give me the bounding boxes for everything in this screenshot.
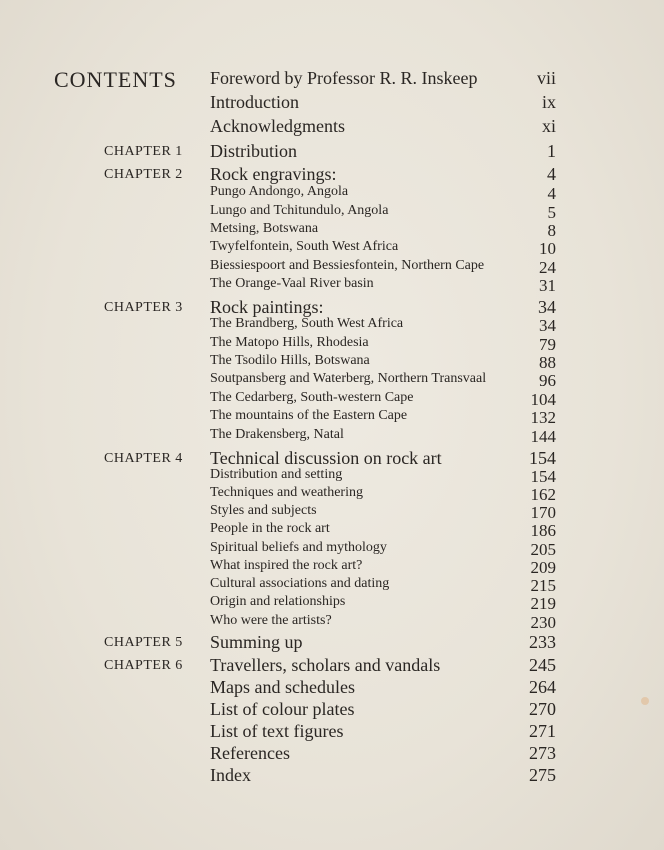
entry-title: The Orange-Vaal River basin bbox=[210, 276, 374, 291]
page-number: 96 bbox=[539, 371, 556, 390]
entry-title: Foreword by Professor R. R. Inskeep bbox=[210, 68, 478, 88]
page-number: 275 bbox=[529, 765, 556, 785]
page-number: 10 bbox=[539, 239, 556, 258]
page-number: 219 bbox=[530, 594, 556, 613]
entry-title: Index bbox=[210, 765, 251, 785]
chapter-label: CHAPTER 5 bbox=[104, 635, 183, 650]
entry-title: Summing up bbox=[210, 632, 303, 652]
chapter-label: CHAPTER 1 bbox=[104, 144, 183, 159]
page-number: 154 bbox=[529, 448, 556, 468]
entry-title: Cultural associations and dating bbox=[210, 576, 390, 591]
chapter-label: CHAPTER 3 bbox=[104, 300, 183, 315]
page-number: 209 bbox=[530, 558, 556, 577]
entry-title: Metsing, Botswana bbox=[210, 221, 319, 236]
page-number: 132 bbox=[530, 408, 556, 427]
entry-title: Technical discussion on rock art bbox=[210, 448, 442, 468]
entry-title: Distribution bbox=[210, 141, 298, 161]
page-number: 104 bbox=[530, 390, 556, 409]
page-number: 144 bbox=[530, 427, 556, 446]
page-number: 154 bbox=[530, 467, 556, 486]
entry-title: Spiritual beliefs and mythology bbox=[210, 540, 387, 555]
entry-title: Maps and schedules bbox=[210, 677, 355, 697]
page-number: 88 bbox=[539, 353, 556, 372]
page-number: 31 bbox=[539, 276, 556, 295]
entry-title: Techniques and weathering bbox=[210, 485, 363, 500]
entry-title: List of colour plates bbox=[210, 699, 355, 719]
page-number: 273 bbox=[529, 743, 556, 763]
entry-title: The Matopo Hills, Rhodesia bbox=[210, 335, 369, 350]
entry-title: List of text figures bbox=[210, 721, 344, 741]
page-number: 24 bbox=[539, 258, 556, 277]
entry-title: Origin and relationships bbox=[210, 594, 346, 609]
entry-title: Styles and subjects bbox=[210, 503, 317, 518]
contents-heading: CONTENTS bbox=[54, 67, 177, 92]
page-number: 271 bbox=[529, 721, 556, 741]
entry-title: People in the rock art bbox=[210, 521, 330, 536]
entry-title: Travellers, scholars and vandals bbox=[210, 655, 441, 675]
entry-title: Who were the artists? bbox=[210, 613, 332, 628]
entry-title: Twyfelfontein, South West Africa bbox=[210, 239, 399, 254]
entry-title: The Tsodilo Hills, Botswana bbox=[210, 353, 370, 368]
chapter-label: CHAPTER 2 bbox=[104, 167, 183, 182]
entry-title: Rock engravings: bbox=[210, 164, 337, 184]
entry-title: Introduction bbox=[210, 92, 299, 112]
entry-title: The Brandberg, South West Africa bbox=[210, 316, 404, 331]
page-number: ix bbox=[541, 92, 556, 112]
page-number: 4 bbox=[547, 184, 556, 203]
page-number: 5 bbox=[547, 203, 556, 222]
page-number: 245 bbox=[529, 655, 556, 675]
entry-title: Lungo and Tchitundulo, Angola bbox=[210, 203, 389, 218]
page-number: 270 bbox=[529, 699, 556, 719]
chapter-label: CHAPTER 6 bbox=[104, 658, 183, 673]
page-number: 162 bbox=[530, 485, 556, 504]
page-number: 264 bbox=[529, 677, 556, 697]
page-number: 79 bbox=[539, 335, 556, 354]
page-number: 170 bbox=[530, 503, 556, 522]
page-number: xi bbox=[541, 116, 556, 136]
entry-title: The mountains of the Eastern Cape bbox=[210, 408, 408, 423]
entry-title: Biessiespoort and Bessiesfontein, Northern Cape bbox=[210, 258, 485, 273]
entry-title: Rock paintings: bbox=[210, 297, 324, 317]
page-number: 4 bbox=[547, 164, 556, 184]
entry-title: The Cedarberg, South-western Cape bbox=[210, 390, 414, 405]
chapter-label: CHAPTER 4 bbox=[104, 451, 183, 466]
entry-title: Distribution and setting bbox=[210, 467, 343, 482]
entry-title: Acknowledgments bbox=[210, 116, 345, 136]
page-number: 34 bbox=[539, 316, 556, 335]
page-number: 186 bbox=[530, 521, 556, 540]
page-number: 233 bbox=[529, 632, 556, 652]
paper-stain bbox=[641, 697, 649, 705]
page-number: 1 bbox=[547, 141, 556, 161]
page-number: 230 bbox=[530, 613, 556, 632]
entry-title: Soutpansberg and Waterberg, Northern Transvaal bbox=[210, 371, 487, 386]
entry-title: Pungo Andongo, Angola bbox=[210, 184, 349, 199]
page-number: 8 bbox=[547, 221, 556, 240]
entry-title: References bbox=[210, 743, 290, 763]
entry-title: What inspired the rock art? bbox=[210, 558, 363, 573]
entry-title: The Drakensberg, Natal bbox=[210, 427, 344, 442]
page-number: 215 bbox=[530, 576, 556, 595]
page-number: 34 bbox=[538, 297, 556, 317]
page-number: vii bbox=[536, 68, 556, 88]
page-number: 205 bbox=[530, 540, 556, 559]
